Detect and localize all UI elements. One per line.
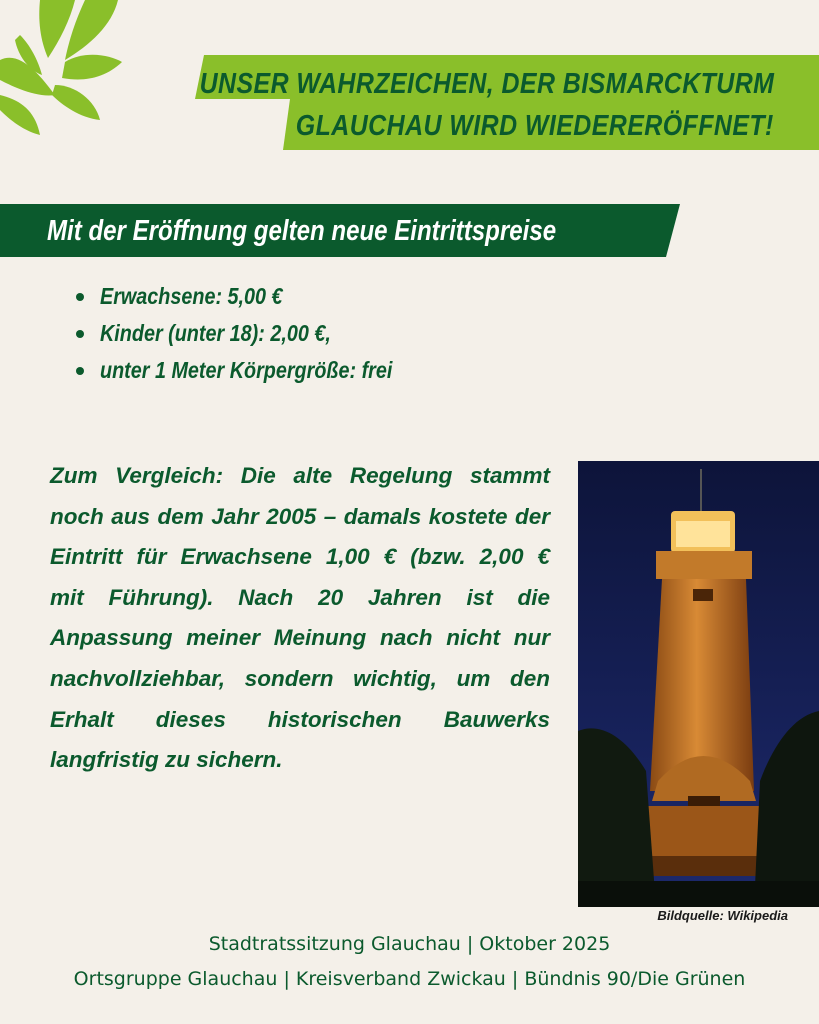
price-heading: Mit der Eröffnung gelten neue Eintrittspreise (47, 215, 557, 247)
paragraph-line: Zum Vergleich: Die alte Regelung stammt (50, 463, 550, 488)
sunflower-petals-icon (0, 0, 130, 150)
bullet (76, 367, 84, 375)
footer-meeting-line: Stadtratssitzung Glauchau | Oktober 2025 (208, 933, 611, 955)
paragraph-line: Erhalt dieses historischen Bauwerks (50, 706, 550, 732)
headline-line-2: GLAUCHAU WIRD WIEDERERÖFFNET! (296, 110, 774, 142)
headline-banner (195, 55, 819, 150)
image-credit: Bildquelle: Wikipedia (657, 908, 788, 923)
headline-line-1: UNSER WAHRZEICHEN, DER BISMARCKTURM (199, 68, 774, 100)
paragraph-line: Anpassung meiner Meinung nach nicht nur (50, 625, 550, 651)
comparison-paragraph (50, 456, 550, 781)
price-item-adults: Erwachsene: 5,00 € (70, 278, 440, 315)
footer-organization-line: Ortsgruppe Glauchau | Kreisverband Zwickau | Bündnis 90/Die Grünen (73, 968, 746, 990)
paragraph-line: mit Führung). Nach 20 Jahren ist die (50, 584, 550, 610)
paragraph-line: langfristig zu sichern. (50, 747, 283, 773)
paragraph-line: nachvollziehbar, sondern wichtig, um den (50, 665, 550, 691)
bullet (76, 330, 84, 338)
price-heading-banner (0, 204, 680, 257)
paragraph-line: Eintritt für Erwachsene 1,00 € (bzw. 2,00 € (50, 544, 550, 570)
price-list (70, 278, 440, 389)
paragraph-line: noch aus dem Jahr 2005 – damals kostete der (50, 503, 550, 529)
price-item-small-children: unter 1 Meter Körpergröße: frei (70, 352, 440, 389)
bismarck-tower-photo (578, 461, 819, 907)
price-item-children: Kinder (unter 18): 2,00 €, (70, 315, 440, 352)
bullet (76, 293, 84, 301)
